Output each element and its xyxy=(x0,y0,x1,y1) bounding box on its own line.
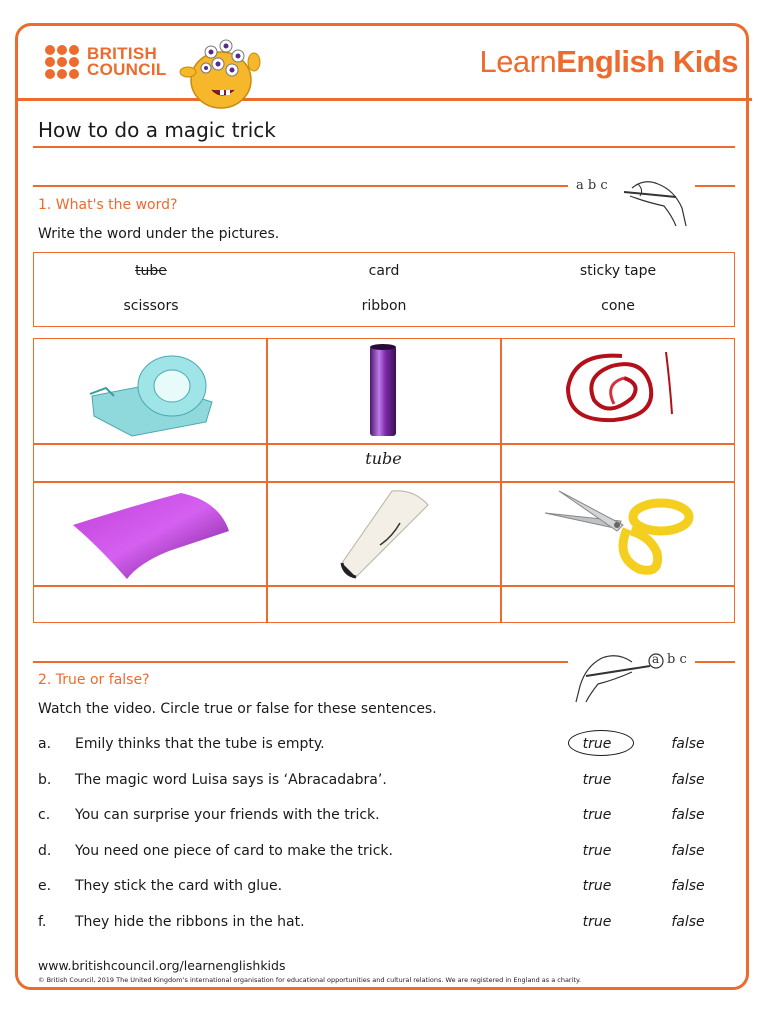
british-council-line1: BRITISH xyxy=(87,44,158,63)
row-letter: c. xyxy=(38,807,51,823)
british-council-line2: COUNCIL xyxy=(87,60,167,79)
sticky-tape-picture xyxy=(84,344,219,439)
word-cone: cone xyxy=(601,298,635,314)
section1-rule-right xyxy=(695,185,735,187)
grid-divider xyxy=(34,443,734,445)
row-letter: f. xyxy=(38,914,47,930)
grid-divider xyxy=(34,481,734,483)
word-box xyxy=(33,252,735,327)
purple-card-picture xyxy=(69,487,234,582)
section2-instruction: Watch the video. Circle true or false for these sentences. xyxy=(38,701,437,717)
monster-mascot-icon xyxy=(176,32,266,112)
true-option[interactable]: true xyxy=(582,878,612,894)
word-ribbon: ribbon xyxy=(361,298,407,314)
purple-tube-picture xyxy=(364,342,404,440)
section2-rule-right xyxy=(695,661,735,663)
true-option[interactable]: true xyxy=(582,736,612,752)
row-letter: a. xyxy=(38,736,52,752)
british-council-logo xyxy=(45,45,167,79)
title-underline xyxy=(33,146,735,148)
true-false-row xyxy=(38,807,738,827)
section2-heading: 2. True or false? xyxy=(38,672,150,688)
section1-rule-left xyxy=(33,185,568,187)
section2-rule-left xyxy=(33,661,568,663)
grid-divider xyxy=(34,585,734,587)
footer-url[interactable]: www.britishcouncil.org/learnenglishkids xyxy=(38,958,286,973)
true-option[interactable]: true xyxy=(582,772,612,788)
lek-logo-learn: Learn xyxy=(479,44,557,79)
row-sentence: You can surprise your friends with the trick. xyxy=(75,807,380,823)
section1-instruction: Write the word under the pictures. xyxy=(38,226,280,242)
row-sentence: They stick the card with glue. xyxy=(75,878,283,894)
footer-copyright: © British Council, 2019 The United Kingdom’s international organisation for educational opportunities and cultural relations. We are registered in England as a charity. xyxy=(38,976,581,984)
false-option[interactable]: false xyxy=(671,772,705,788)
word-scissors: scissors xyxy=(123,298,179,314)
example-answer-tube: tube xyxy=(365,449,402,468)
row-letter: e. xyxy=(38,878,52,894)
row-sentence: You need one piece of card to make the trick. xyxy=(75,843,393,859)
page-title: How to do a magic trick xyxy=(38,118,276,142)
hand-bc-letters: b c xyxy=(667,652,687,667)
hand-abc-letters: a b c xyxy=(576,178,608,193)
lek-logo-english-kids: English Kids xyxy=(556,44,738,79)
british-council-dots-icon xyxy=(45,45,81,79)
row-sentence: Emily thinks that the tube is empty. xyxy=(75,736,325,752)
red-ribbon-picture xyxy=(554,344,684,439)
row-sentence: The magic word Luisa says is ‘Abracadabra’. xyxy=(75,772,387,788)
header-divider xyxy=(15,98,752,101)
row-letter: d. xyxy=(38,843,52,859)
word-sticky-tape: sticky tape xyxy=(579,263,657,279)
writing-hand-circle-icon xyxy=(572,646,690,706)
word-tube: tube xyxy=(135,263,167,279)
learnenglish-kids-logo xyxy=(479,44,738,80)
false-option[interactable]: false xyxy=(671,807,705,823)
section1-heading: 1. What's the word? xyxy=(38,197,178,213)
false-option[interactable]: false xyxy=(671,843,705,859)
true-false-row xyxy=(38,736,738,756)
writing-hand-abc-icon xyxy=(572,170,690,230)
row-sentence: They hide the ribbons in the hat. xyxy=(75,914,305,930)
word-card: card xyxy=(368,263,400,279)
true-false-row xyxy=(38,878,738,898)
true-false-row xyxy=(38,772,738,792)
false-option[interactable]: false xyxy=(671,736,705,752)
true-false-row xyxy=(38,914,738,934)
true-option[interactable]: true xyxy=(582,914,612,930)
row-letter: b. xyxy=(38,772,52,788)
hand-circled-letter: a xyxy=(652,652,660,666)
true-option[interactable]: true xyxy=(582,807,612,823)
false-option[interactable]: false xyxy=(671,914,705,930)
true-option[interactable]: true xyxy=(582,843,612,859)
picture-grid xyxy=(33,338,735,623)
true-false-row xyxy=(38,843,738,863)
cone-picture xyxy=(322,487,442,582)
scissors-picture xyxy=(539,487,699,582)
false-option[interactable]: false xyxy=(671,878,705,894)
